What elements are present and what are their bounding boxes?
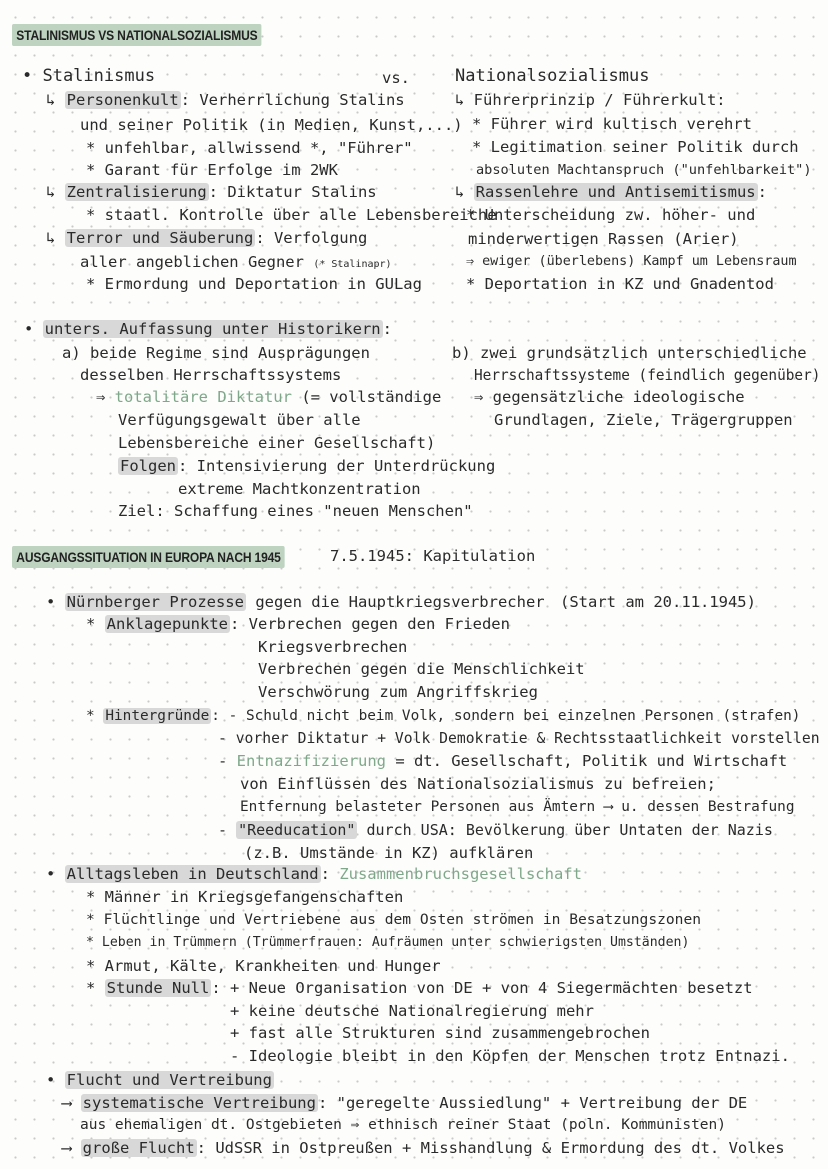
flucht-1: ⟶ systematische Vertreibung : "geregelte Aussiedlung" + Vertreibung der DE xyxy=(62,1094,748,1112)
alltag-stunde-null: * Stunde Null : + Neue Organisation von DE + von 4 Siegermächten besetzt xyxy=(86,979,753,997)
alltag-2: * Flüchtlinge und Vertriebene aus dem Osten strömen in Besatzungszonen xyxy=(86,911,702,928)
historiker-a-2: desselben Herrschaftssystems xyxy=(80,366,342,384)
stalin-line-8: aller angeblichen Gegner (* Stalinapr) xyxy=(80,253,392,271)
historiker-a-6: Folgen : Intensivierung der Unterdrückung xyxy=(120,457,496,475)
alltag-4: * Armut, Kälte, Krankheiten und Hunger xyxy=(86,957,441,975)
hintergruende-5: Entfernung belasteter Personen aus Ämtern ⟶ u. dessen Bestrafung xyxy=(240,799,795,815)
alltag-3: * Leben in Trümmern (Trümmerfrauen: Aufräumen unter schwierigsten Umständen) xyxy=(86,935,690,950)
flucht-2: aus ehemaligen dt. Ostgebieten ⇒ ethnisch reiner Staat (poln. Kommunisten) xyxy=(80,1117,727,1133)
stalinismus-title: • Stalinismus xyxy=(22,66,156,86)
historiker-a-8: Ziel: Schaffung eines "neuen Menschen" xyxy=(118,502,473,520)
ns-line-9: * Deportation in KZ und Gnadentod xyxy=(466,275,774,293)
hintergruende: * Hintergründe : - Schuld nicht beim Volk, sondern bei einzelnen Personen (strafen) xyxy=(86,708,801,724)
historiker-b-1: b) zwei grundsätzlich unterschiedliche xyxy=(452,344,807,362)
anklage-4: Verschwörung zum Angriffskrieg xyxy=(258,683,538,701)
stalin-line-4: * Garant für Erfolge im 2WK xyxy=(86,161,338,179)
ns-line-3: * Legitimation seiner Politik durch xyxy=(472,138,799,156)
anklagepunkte: * Anklagepunkte : Verbrechen gegen den Frieden xyxy=(86,615,510,633)
stalin-line-9: * Ermordung und Deportation in GULag xyxy=(86,275,422,293)
alltag-8: - Ideologie bleibt in den Köpfen der Menschen trotz Entnazi. xyxy=(230,1047,790,1065)
ns-line-1: ↳ Führerprinzip / Führerkult: xyxy=(455,91,726,109)
ns-rassenlehre: ↳ Rassenlehre und Antisemitismus : xyxy=(455,183,767,201)
historiker-b-3: ⇒ gegensätzliche ideologische xyxy=(474,388,745,406)
ns-line-8: ⇒ ewiger (überlebens) Kampf um Lebensraum xyxy=(466,254,797,269)
hintergruende-7: (z.B. Umstände in KZ) aufklären xyxy=(244,844,534,862)
historiker-a-5: Lebensbereiche einer Gesellschaft) xyxy=(118,434,436,452)
historiker-a-3: ⇒ totalitäre Diktatur (= vollständige xyxy=(96,388,442,406)
alltag-7: + fast alle Strukturen sind zusammengebrochen xyxy=(230,1024,650,1042)
stalin-personenkult: ↳ Personenkult : Verherrlichung Stalins xyxy=(46,91,405,109)
alltag-6: + keine deutsche Nationalregierung mehr xyxy=(230,1002,594,1020)
historiker-intro: • unters. Auffassung unter Historikern : xyxy=(24,320,392,338)
nuernberg-bullet: • Nürnberger Prozesse gegen die Hauptkriegsverbrecher xyxy=(46,593,545,611)
flucht-bullet: • Flucht und Vertreibung xyxy=(46,1071,272,1089)
historiker-a-1: a) beide Regime sind Ausprägungen xyxy=(62,344,370,362)
stalin-line-2: und seiner Politik (in Medien, Kunst,...) xyxy=(80,116,463,134)
hintergruende-4: von Einflüssen des Nationalsozialismus zu befreien; xyxy=(240,775,716,793)
hintergruende-6: - "Reeducation" durch USA: Bevölkerung über Untaten der Nazis xyxy=(218,821,773,839)
ns-title: Nationalsozialismus xyxy=(455,66,650,86)
nuernberg-start: (Start am 20.11.1945) xyxy=(560,593,756,611)
stalin-line-3: * unfehlbar, allwissend *, "Führer" xyxy=(86,139,413,157)
stalin-terror: ↳ Terror und Säuberung : Verfolgung xyxy=(46,229,368,247)
stalin-line-6: * staatl. Kontrolle über alle Lebensbereiche xyxy=(86,206,497,224)
historiker-a-4: Verfügungsgewalt über alle xyxy=(118,411,361,429)
historiker-a-7: extreme Machtkonzentration xyxy=(178,480,421,498)
flucht-3: ⟶ große Flucht : UdSSR in Ostpreußen + Misshandlung & Ermordung des dt. Volkes xyxy=(62,1139,785,1157)
alltag-1: * Männer in Kriegsgefangenschaften xyxy=(86,888,404,906)
historiker-b-4: Grundlagen, Ziele, Trägergruppen xyxy=(494,411,793,429)
kapitulation-date: 7.5.1945: Kapitulation xyxy=(330,547,536,565)
ns-line-4: absoluten Machtanspruch ("unfehlbarkeit") xyxy=(476,162,812,178)
vs-label: vs. xyxy=(382,69,410,87)
hintergruende-2: - vorher Diktatur + Volk Demokratie & Rechtsstaatlichkeit vorstellen xyxy=(218,730,820,747)
alltag-bullet: • Alltagsleben in Deutschland : Zusammenbruchsgesellschaft xyxy=(46,865,582,883)
stalin-zentralisierung: ↳ Zentralisierung : Diktatur Stalins xyxy=(46,183,377,201)
section-heading-stalinismus-vs-ns: STALINISMUS VS NATIONALSOZIALISMUS xyxy=(12,24,262,46)
anklage-2: Kriegsverbrechen xyxy=(258,638,408,656)
historiker-b-2: Herrschaftssysteme (feindlich gegenüber) xyxy=(474,366,821,384)
ns-line-6: * Unterscheidung zw. höher- und xyxy=(466,206,756,224)
hintergruende-3: - Entnazifizierung = dt. Gesellschaft, Politik und Wirtschaft xyxy=(218,752,788,770)
section-heading-ausgangssituation: AUSGANGSSITUATION IN EUROPA NACH 1945 xyxy=(12,546,285,568)
ns-line-2: * Führer wird kultisch verehrt xyxy=(472,115,752,133)
anklage-3: Verbrechen gegen die Menschlichkeit xyxy=(258,660,585,678)
ns-line-7: minderwertigen Rassen (Arier) xyxy=(468,230,739,248)
